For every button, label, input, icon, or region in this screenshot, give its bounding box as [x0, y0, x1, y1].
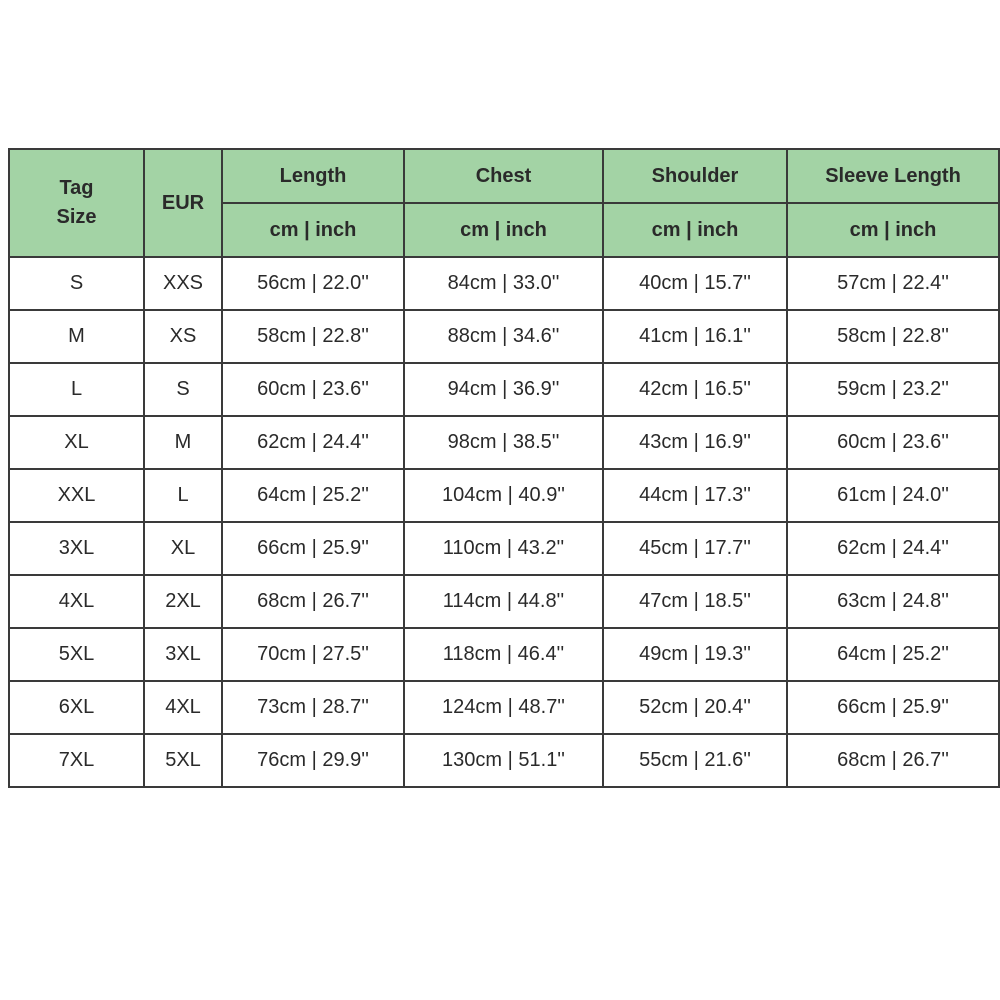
cell-eur: XS	[144, 310, 222, 363]
cell-shoulder: 49cm | 19.3''	[603, 628, 787, 681]
cell-sleeve-length: 68cm | 26.7''	[787, 734, 999, 787]
cell-chest: 104cm | 40.9''	[404, 469, 603, 522]
cell-shoulder: 42cm | 16.5''	[603, 363, 787, 416]
cell-length: 60cm | 23.6''	[222, 363, 404, 416]
cell-chest: 94cm | 36.9''	[404, 363, 603, 416]
cell-eur: S	[144, 363, 222, 416]
header-eur: EUR	[144, 149, 222, 257]
table-row	[9, 734, 999, 787]
cell-eur: 5XL	[144, 734, 222, 787]
cell-length: 73cm | 28.7''	[222, 681, 404, 734]
cell-chest: 84cm | 33.0''	[404, 257, 603, 310]
cell-sleeve-length: 66cm | 25.9''	[787, 681, 999, 734]
cell-shoulder: 41cm | 16.1''	[603, 310, 787, 363]
cell-chest: 124cm | 48.7''	[404, 681, 603, 734]
cell-tag-size: M	[9, 310, 144, 363]
header-sleeve-length: Sleeve Length	[787, 149, 999, 203]
size-chart-body	[9, 257, 999, 787]
cell-length: 66cm | 25.9''	[222, 522, 404, 575]
cell-sleeve-length: 61cm | 24.0''	[787, 469, 999, 522]
unit-label-shoulder: cm | inch	[603, 203, 787, 257]
size-chart-header	[9, 149, 999, 257]
cell-tag-size: 3XL	[9, 522, 144, 575]
cell-shoulder: 40cm | 15.7''	[603, 257, 787, 310]
cell-eur: XL	[144, 522, 222, 575]
cell-tag-size: XL	[9, 416, 144, 469]
cell-sleeve-length: 58cm | 22.8''	[787, 310, 999, 363]
cell-sleeve-length: 63cm | 24.8''	[787, 575, 999, 628]
cell-length: 56cm | 22.0''	[222, 257, 404, 310]
header-length: Length	[222, 149, 404, 203]
cell-eur: M	[144, 416, 222, 469]
table-row	[9, 681, 999, 734]
cell-sleeve-length: 64cm | 25.2''	[787, 628, 999, 681]
header-chest: Chest	[404, 149, 603, 203]
cell-tag-size: L	[9, 363, 144, 416]
cell-tag-size: 7XL	[9, 734, 144, 787]
cell-shoulder: 43cm | 16.9''	[603, 416, 787, 469]
cell-chest: 88cm | 34.6''	[404, 310, 603, 363]
cell-tag-size: 6XL	[9, 681, 144, 734]
unit-label-chest: cm | inch	[404, 203, 603, 257]
table-row	[9, 416, 999, 469]
cell-length: 70cm | 27.5''	[222, 628, 404, 681]
table-row	[9, 257, 999, 310]
table-row	[9, 575, 999, 628]
unit-label-length: cm | inch	[222, 203, 404, 257]
cell-tag-size: 4XL	[9, 575, 144, 628]
header-tag-line2: Size	[56, 206, 97, 228]
cell-sleeve-length: 60cm | 23.6''	[787, 416, 999, 469]
cell-eur: 3XL	[144, 628, 222, 681]
cell-length: 62cm | 24.4''	[222, 416, 404, 469]
cell-shoulder: 47cm | 18.5''	[603, 575, 787, 628]
table-row	[9, 522, 999, 575]
cell-shoulder: 55cm | 21.6''	[603, 734, 787, 787]
cell-eur: L	[144, 469, 222, 522]
cell-chest: 114cm | 44.8''	[404, 575, 603, 628]
cell-eur: XXS	[144, 257, 222, 310]
cell-tag-size: XXL	[9, 469, 144, 522]
cell-chest: 130cm | 51.1''	[404, 734, 603, 787]
header-row-titles	[9, 149, 999, 203]
cell-shoulder: 52cm | 20.4''	[603, 681, 787, 734]
cell-sleeve-length: 62cm | 24.4''	[787, 522, 999, 575]
unit-label-sleeve: cm | inch	[787, 203, 999, 257]
cell-shoulder: 44cm | 17.3''	[603, 469, 787, 522]
cell-length: 68cm | 26.7''	[222, 575, 404, 628]
size-chart-table	[8, 148, 1000, 788]
cell-sleeve-length: 59cm | 23.2''	[787, 363, 999, 416]
cell-chest: 98cm | 38.5''	[404, 416, 603, 469]
table-row	[9, 310, 999, 363]
cell-length: 76cm | 29.9''	[222, 734, 404, 787]
cell-eur: 2XL	[144, 575, 222, 628]
header-shoulder: Shoulder	[603, 149, 787, 203]
cell-chest: 118cm | 46.4''	[404, 628, 603, 681]
table-row	[9, 363, 999, 416]
cell-eur: 4XL	[144, 681, 222, 734]
cell-shoulder: 45cm | 17.7''	[603, 522, 787, 575]
cell-length: 64cm | 25.2''	[222, 469, 404, 522]
cell-length: 58cm | 22.8''	[222, 310, 404, 363]
header-tag-size	[9, 149, 144, 257]
header-tag-line1: Tag	[59, 177, 94, 199]
table-row	[9, 469, 999, 522]
cell-tag-size: S	[9, 257, 144, 310]
table-row	[9, 628, 999, 681]
cell-chest: 110cm | 43.2''	[404, 522, 603, 575]
cell-tag-size: 5XL	[9, 628, 144, 681]
cell-sleeve-length: 57cm | 22.4''	[787, 257, 999, 310]
